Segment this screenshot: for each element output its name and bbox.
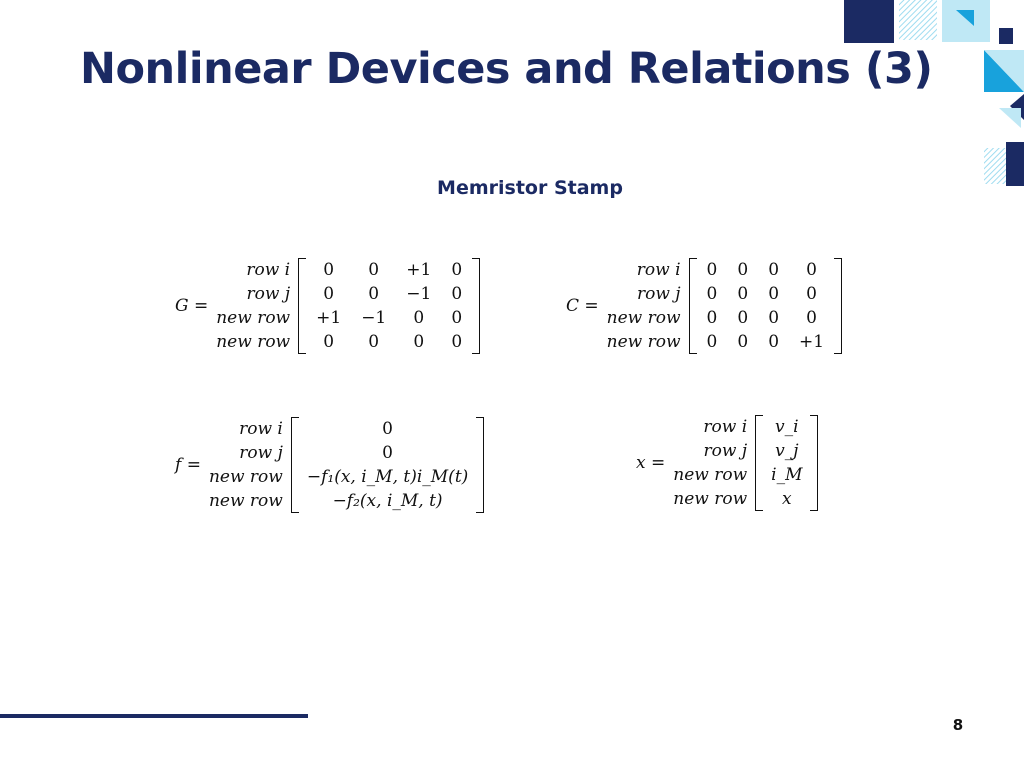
row-label: new row [673,489,748,509]
matrix-cell: +1 [799,332,825,352]
g-matrix [306,258,472,354]
row-label: row i [636,260,681,280]
x-row-labels [673,415,747,511]
matrix-cell: 0 [706,308,718,328]
matrix-cell: 0 [451,332,463,352]
matrix-cell: 0 [706,260,718,280]
f-vector-equation [175,417,484,513]
vector-entry: −f₁(x, i_M, t)i_M(t) [306,467,469,487]
matrix-cell: 0 [706,332,718,352]
g-matrix-equation [175,258,480,354]
matrix-cell: 0 [413,308,425,328]
row-label: new row [208,467,283,487]
row-label: row i [246,260,291,280]
left-bracket [298,258,306,354]
matrix-cell: −1 [406,284,432,304]
f-lhs: f = [175,455,201,475]
row-label: row j [246,284,291,304]
right-bracket [476,417,484,513]
matrix-cell: 0 [451,260,463,280]
matrix-cell: 0 [768,332,780,352]
row-label: row j [703,441,748,461]
left-bracket [755,415,763,511]
matrix-cell: 0 [368,284,380,304]
matrix-cell: 0 [737,284,749,304]
page-number: 8 [952,716,964,734]
matrix-cell: 0 [323,260,335,280]
g-row-labels [216,258,290,354]
matrix-cell: 0 [806,284,817,304]
vector-entry: 0 [382,419,393,439]
matrix-cell: 0 [706,284,718,304]
row-label: new row [216,308,291,328]
row-label: row i [703,417,748,437]
left-bracket [689,258,697,354]
right-bracket [810,415,818,511]
c-matrix-equation [566,258,842,354]
right-bracket [472,258,480,354]
row-label: new row [216,332,291,352]
right-bracket [834,258,842,354]
c-lhs: C = [566,296,599,316]
matrix-cell: 0 [368,332,380,352]
vector-entry: v_i [775,417,799,437]
f-row-labels [209,417,283,513]
matrix-cell: −1 [361,308,387,328]
matrix-cell: 0 [413,332,425,352]
row-label: row j [636,284,681,304]
row-label: new row [673,465,748,485]
vector-entry: 0 [382,443,393,463]
c-row-labels [607,258,681,354]
slide-title: Nonlinear Devices and Relations (3) [80,44,933,94]
matrix-cell: +1 [406,260,432,280]
vector-entry: x [782,489,792,509]
matrix-cell: 0 [768,284,780,304]
left-bracket [291,417,299,513]
vector-entry: −f₂(x, i_M, t) [332,491,443,511]
g-lhs: G = [175,296,209,316]
matrix-cell: 0 [451,308,463,328]
vector-entry: i_M [771,465,803,485]
row-label: new row [606,332,681,352]
matrix-cell: 0 [737,332,749,352]
x-lhs: x = [636,453,666,473]
x-vector [763,415,810,511]
matrix-cell: 0 [737,260,749,280]
f-vector [299,417,476,513]
decorative-corner-graphic [824,0,1024,200]
row-label: row i [239,419,283,439]
matrix-cell: 0 [323,284,335,304]
vector-entry: v_j [775,441,799,461]
matrix-cell: 0 [806,260,817,280]
matrix-cell: 0 [451,284,463,304]
row-label: new row [606,308,681,328]
matrix-cell: 0 [323,332,335,352]
footer-divider [0,714,308,718]
matrix-cell: 0 [768,308,780,328]
x-vector-equation [636,415,818,511]
row-label: new row [208,491,283,511]
matrix-cell: 0 [806,308,817,328]
matrix-cell: 0 [768,260,780,280]
slide-subtitle: Memristor Stamp [437,177,623,199]
matrix-cell: 0 [737,308,749,328]
row-label: row j [239,443,283,463]
matrix-cell: +1 [316,308,342,328]
c-matrix [697,258,835,354]
matrix-cell: 0 [368,260,380,280]
